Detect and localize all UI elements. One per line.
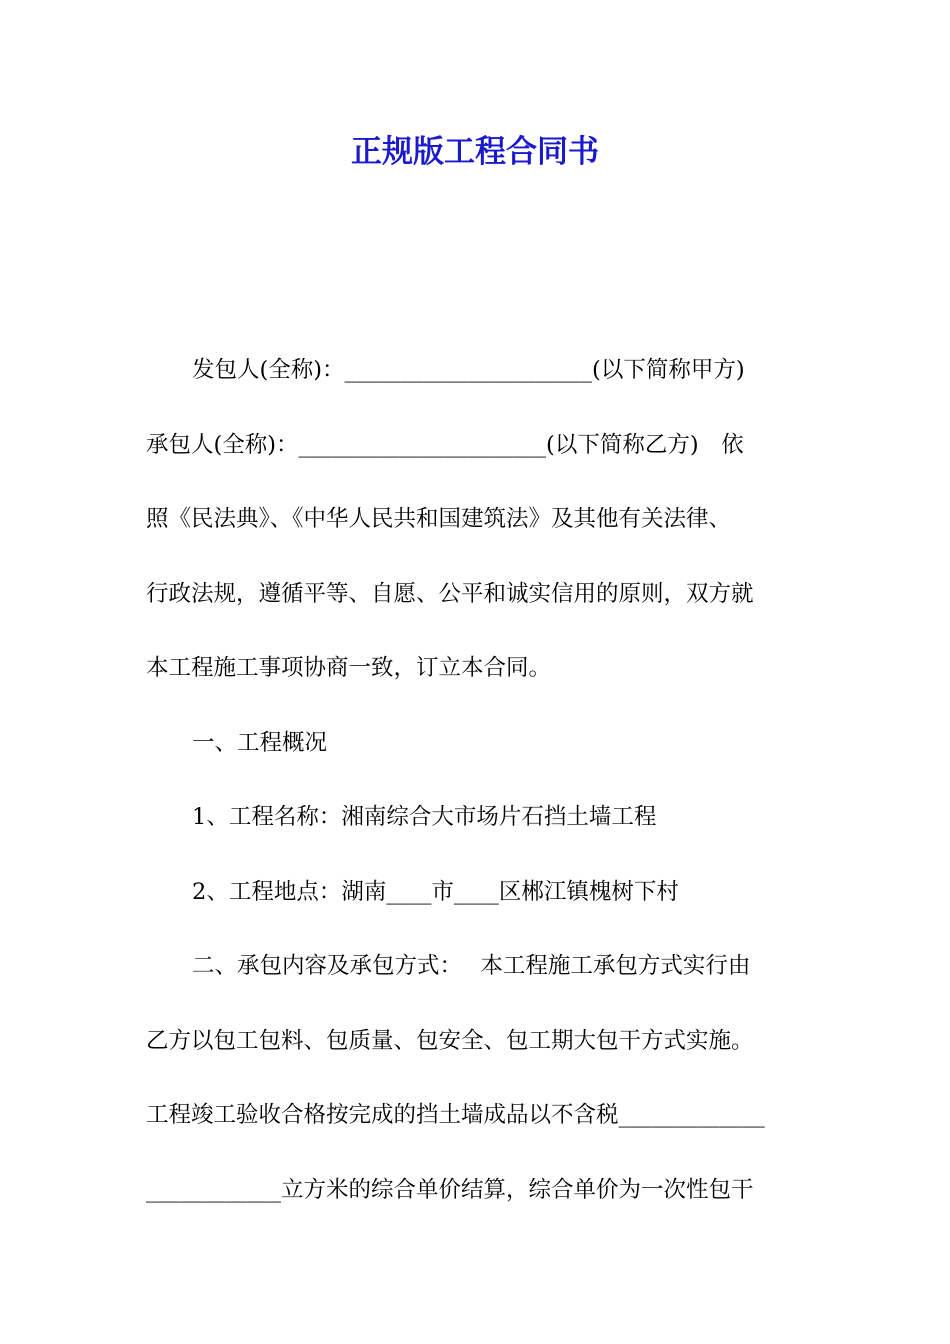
body-line-client: 发包人(全称)：______________________(以下简称甲方) [192, 357, 745, 383]
body-line-unit-price: ____________立方米的综合单价结算，综合单价为一次性包干 [146, 1176, 754, 1203]
body-line-legal-basis: 照《民法典》、《中华人民共和国建筑法》及其他有关法律、 [146, 506, 732, 532]
document-title: 正规版工程合同书 [351, 134, 599, 170]
body-line-settlement: 工程竣工验收合格按完成的挡土墙成品以不含税_____________ [146, 1102, 765, 1128]
document-body [146, 333, 806, 1227]
body-line-contract-method: 乙方以包工包料、包质量、包安全、包工期大包干方式实施。 [146, 1027, 754, 1054]
body-line-project-location: 2、工程地点：湖南____市____区郴江镇槐树下村 [192, 878, 679, 905]
body-line-contractor: 承包人(全称)：______________________(以下简称乙方) 依 [146, 431, 744, 458]
section-heading-overview: 一、工程概况 [192, 729, 328, 756]
body-line-principles: 行政法规，遵循平等、自愿、公平和诚实信用的原则，双方就 [146, 580, 754, 607]
body-line-project-name: 1、工程名称：湘南综合大市场片石挡土墙工程 [192, 804, 657, 830]
section-heading-scope: 二、承包内容及承包方式： 本工程施工承包方式实行由 [192, 953, 751, 979]
body-line-agreement: 本工程施工事项协商一致，订立本合同。 [146, 655, 552, 681]
